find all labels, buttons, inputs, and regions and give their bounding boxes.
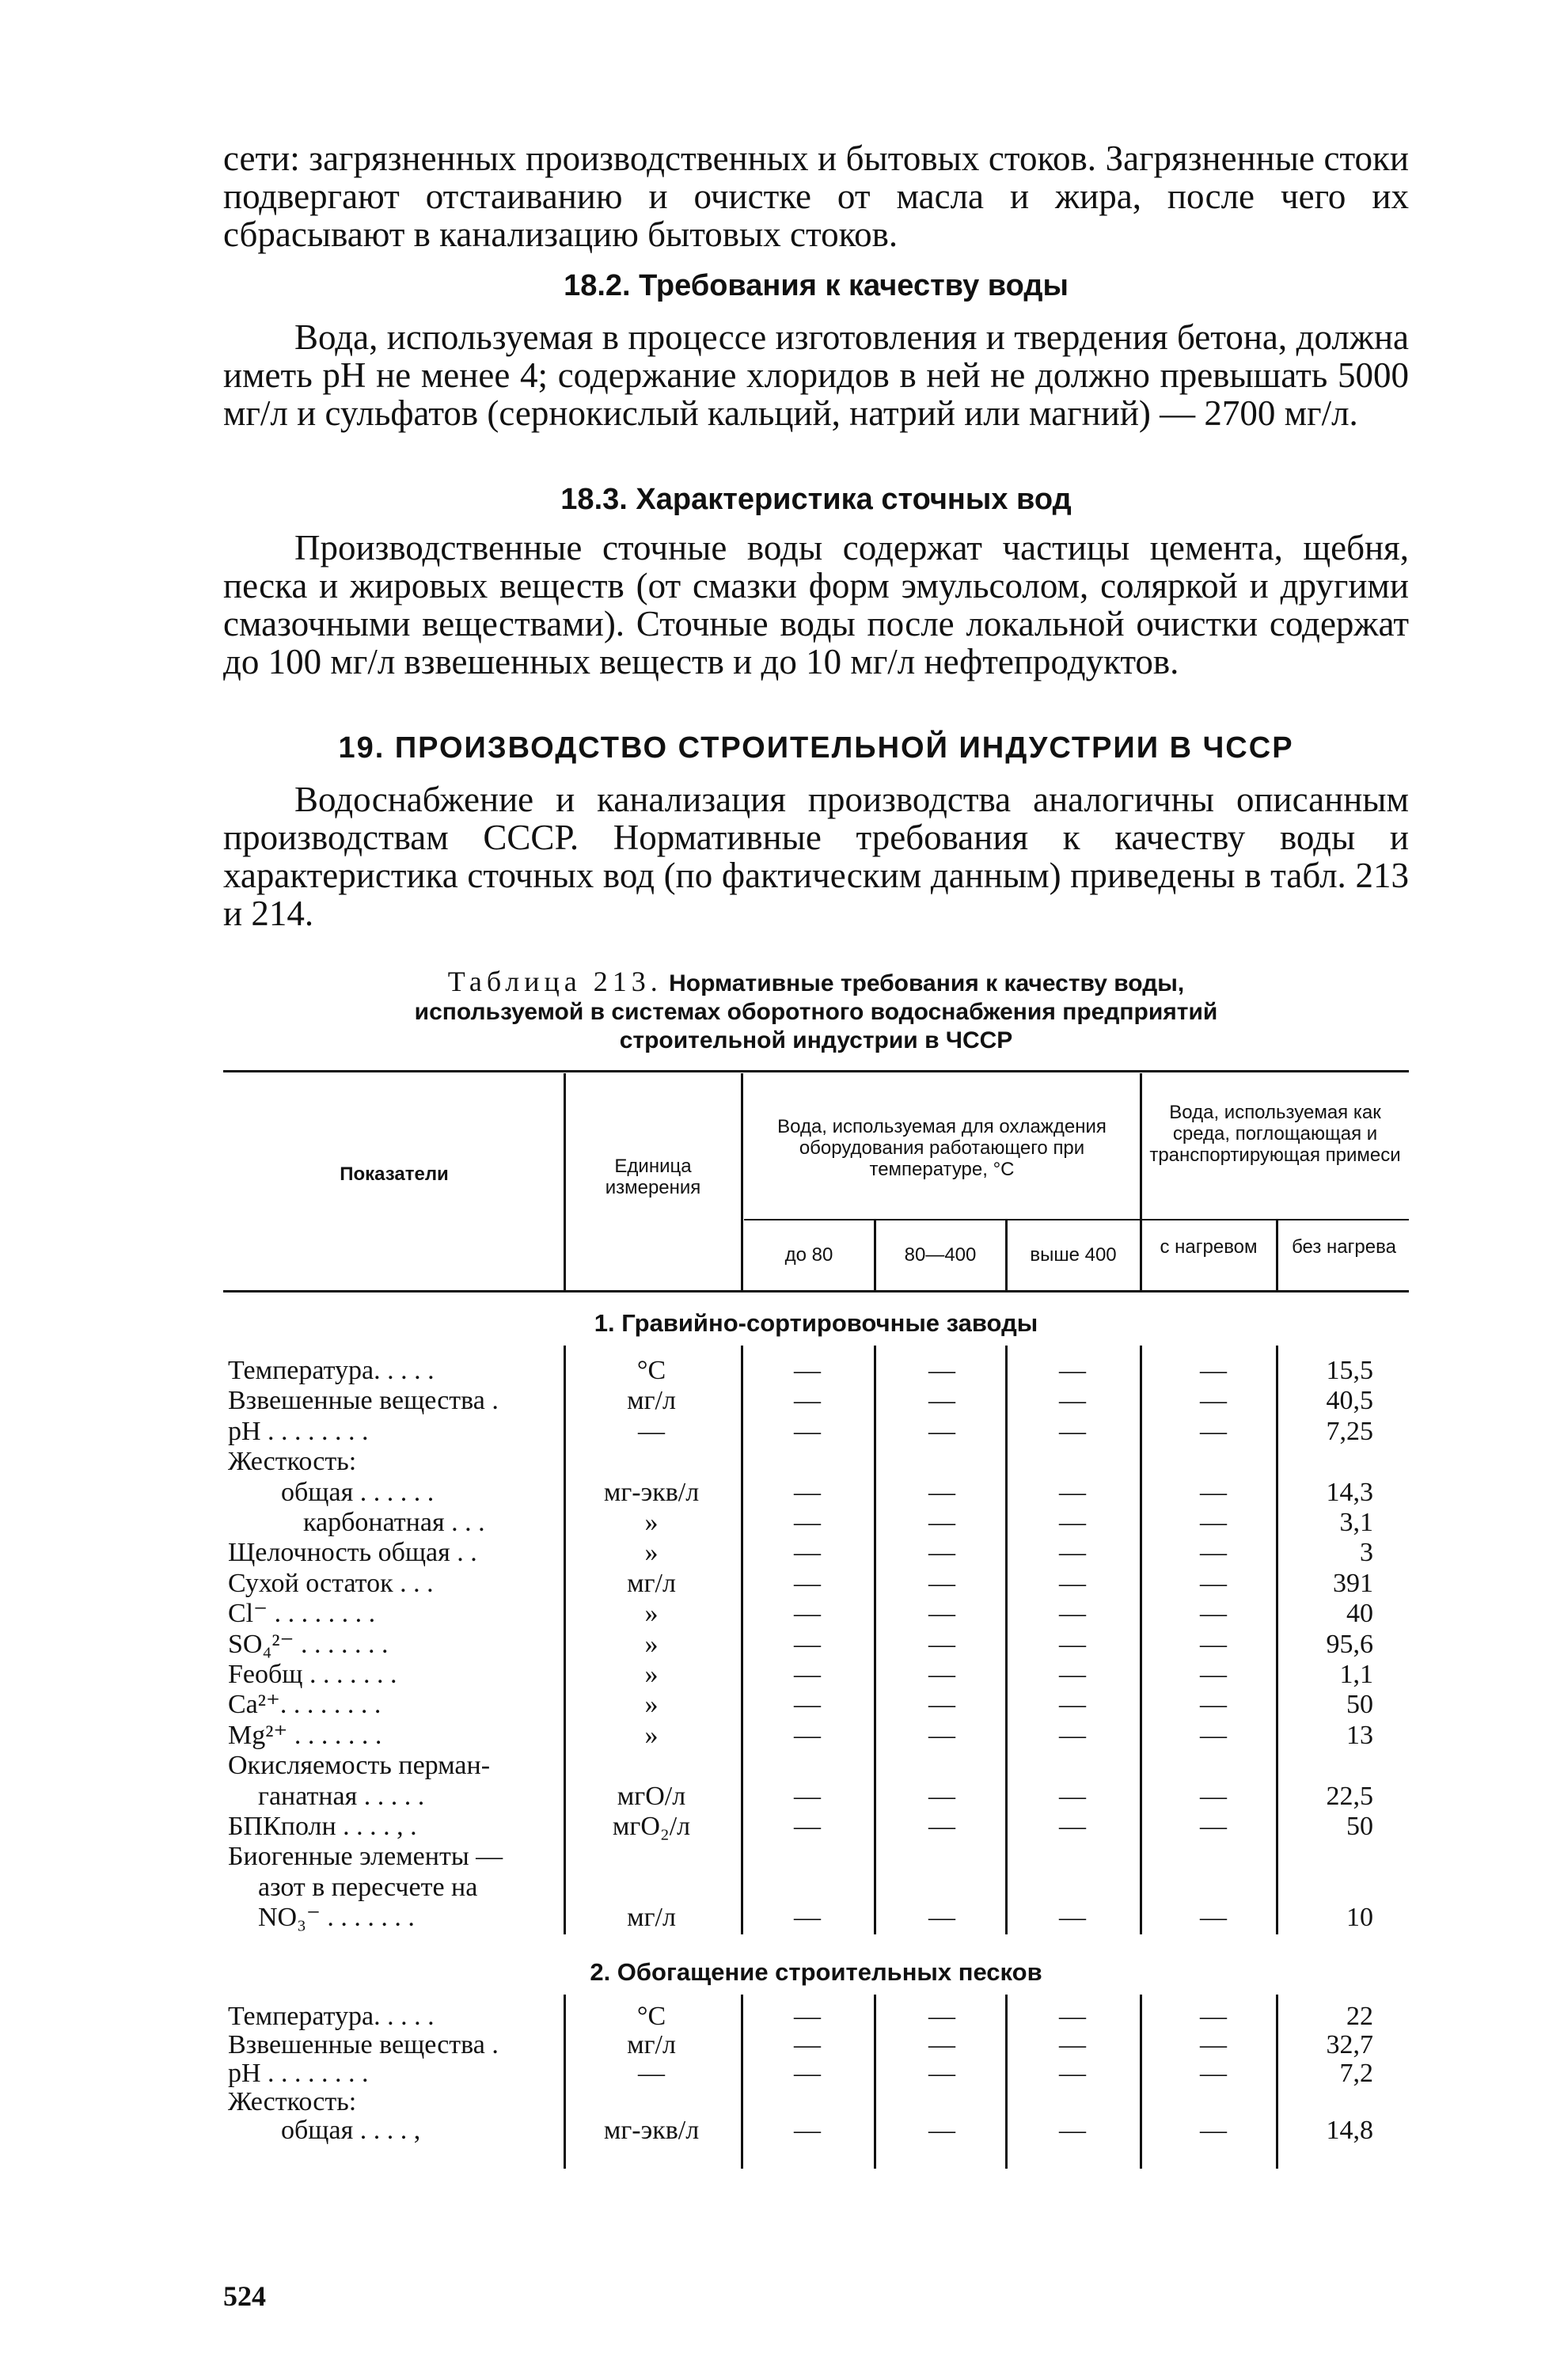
row-value-col-3: —	[1059, 1568, 1086, 1598]
table-row	[0, 1904, 1564, 1932]
row-value-col-5: 15,5	[1326, 1356, 1373, 1385]
row-value-col-2: —	[928, 1903, 955, 1933]
header-sub-unheated: без нагрева	[1292, 1236, 1396, 1258]
table-row	[0, 2059, 1564, 2088]
row-value-col-3: —	[1059, 1812, 1086, 1841]
table-row	[0, 1539, 1564, 1567]
row-value-col-2: —	[928, 1568, 955, 1598]
table-caption-line-2: используемой в системах оборотного водоснабжения предприятий	[414, 999, 1218, 1025]
row-label: Щелочность общая . .	[228, 1538, 477, 1568]
row-value-col-5: 32,7	[1326, 2030, 1373, 2059]
row-label: Биогенные элементы —	[228, 1842, 503, 1872]
table-row	[0, 2116, 1564, 2145]
row-value-col-1: —	[794, 1386, 821, 1416]
row-value-col-5: 3,1	[1339, 1508, 1373, 1537]
row-unit: мгО₂/л	[612, 1812, 691, 1841]
row-value-col-3: —	[1059, 1690, 1086, 1720]
row-value-col-5: 50	[1346, 1690, 1373, 1720]
section-2-title: 2. Обогащение строительных песков	[590, 1958, 1042, 1986]
row-value-col-2: —	[928, 1629, 955, 1659]
row-unit: мг-экв/л	[603, 1477, 700, 1507]
row-value-col-1: —	[794, 1356, 821, 1385]
row-value-col-5: 3	[1360, 1538, 1373, 1568]
row-value-col-3: —	[1059, 1599, 1086, 1629]
header-divider-2	[741, 1073, 743, 1290]
table-row	[0, 1478, 1564, 1507]
row-value-col-1: —	[794, 1508, 821, 1537]
table-row	[0, 1448, 1564, 1476]
header-divider-6	[1276, 1220, 1278, 1290]
section-18-3-text-block	[223, 529, 1409, 681]
header-sub-heated: с нагревом	[1160, 1236, 1258, 1258]
row-value-col-4: —	[1200, 2030, 1227, 2059]
row-value-col-1: —	[794, 2030, 821, 2059]
table-row	[0, 1873, 1564, 1902]
row-value-col-4: —	[1200, 1629, 1227, 1659]
row-value-col-1: —	[794, 1599, 821, 1629]
table-top-rule	[223, 1070, 1409, 1072]
row-label: Ca²⁺. . . . . . . .	[228, 1690, 382, 1720]
section-18-2-text-block	[223, 318, 1409, 432]
row-value-col-4: —	[1200, 2059, 1227, 2088]
table-caption-prefix: Таблица 213.	[447, 966, 662, 997]
row-value-col-1: —	[794, 2059, 821, 2088]
row-unit: »	[644, 1660, 659, 1689]
row-label: БПКполн . . . . , .	[228, 1812, 417, 1841]
row-unit: мг/л	[627, 1568, 676, 1598]
row-value-col-4: —	[1200, 2002, 1227, 2031]
header-sub-upto80: до 80	[784, 1244, 833, 1266]
table-row	[0, 1418, 1564, 1446]
table-row	[0, 1600, 1564, 1628]
row-value-col-5: 95,6	[1326, 1629, 1373, 1659]
row-unit: »	[644, 1508, 659, 1537]
table-caption-title-1: Нормативные требования к качеству воды,	[669, 970, 1185, 996]
row-value-col-1: —	[794, 2116, 821, 2145]
table-caption-line-3: строительной индустрии в ЧССР	[619, 1027, 1013, 1053]
row-label: карбонатная . . .	[303, 1508, 485, 1537]
table-row	[0, 1357, 1564, 1385]
row-label: SO₄²⁻ . . . . . . .	[228, 1629, 389, 1659]
row-label: Cl⁻ . . . . . . . .	[228, 1599, 376, 1629]
section-19-paragraph: Водоснабжение и канализация производства аналогичны описанным производствам СССР. Нормативные требования к качеству воды и характеристика сточных вод (по фактическим данным) приведены в табл. 213 и 214.	[223, 780, 1409, 933]
row-value-col-5: 14,3	[1326, 1477, 1373, 1507]
row-unit: »	[644, 1690, 659, 1720]
table-row	[0, 1843, 1564, 1871]
row-value-col-1: —	[794, 1538, 821, 1568]
section-18-3-paragraph: Производственные сточные воды содержат частицы цемента, щебня, песка и жировых веществ (от смазки форм эмульсолом, соляркой и другими смазочными веществами). Сточные воды после локальной очистки содержат до 100 мг/л взвешенных веществ и до 10 мг/л нефтепродуктов.	[223, 528, 1409, 681]
row-value-col-3: —	[1059, 1720, 1086, 1750]
row-value-col-2: —	[928, 1477, 955, 1507]
row-value-col-5: 14,8	[1326, 2116, 1373, 2145]
table-caption	[223, 967, 1409, 1055]
row-value-col-4: —	[1200, 1781, 1227, 1811]
table-row	[0, 1752, 1564, 1780]
row-label: Взвешенные вещества .	[228, 2030, 499, 2059]
row-unit: —	[638, 2059, 665, 2088]
header-divider-5	[1005, 1220, 1008, 1290]
row-value-col-5: 40,5	[1326, 1386, 1373, 1416]
row-value-col-1: —	[794, 1416, 821, 1446]
table-row	[0, 1721, 1564, 1750]
row-value-col-3: —	[1059, 2116, 1086, 2145]
row-value-col-5: 22	[1346, 2002, 1373, 2031]
table-row	[0, 1630, 1564, 1659]
row-label: Жесткость:	[228, 1447, 357, 1477]
row-label: Жесткость:	[228, 2087, 357, 2116]
table-row	[0, 1813, 1564, 1841]
header-bottom-rule	[223, 1290, 1409, 1292]
row-value-col-1: —	[794, 1903, 821, 1933]
row-unit: °С	[636, 1356, 666, 1385]
row-value-col-1: —	[794, 2002, 821, 2031]
table-row	[0, 1782, 1564, 1811]
row-value-col-4: —	[1200, 1416, 1227, 1446]
row-value-col-3: —	[1059, 1538, 1086, 1568]
row-unit: »	[644, 1599, 659, 1629]
row-value-col-1: —	[794, 1720, 821, 1750]
row-value-col-4: —	[1200, 1690, 1227, 1720]
header-divider-4	[874, 1220, 876, 1290]
row-label: Температура. . . . .	[228, 2002, 435, 2031]
row-value-col-3: —	[1059, 1781, 1086, 1811]
row-value-col-4: —	[1200, 1538, 1227, 1568]
table-row	[0, 2002, 1564, 2031]
table-row	[0, 1509, 1564, 1537]
row-value-col-2: —	[928, 2059, 955, 2088]
table-row	[0, 1691, 1564, 1719]
row-value-col-4: —	[1200, 1477, 1227, 1507]
table-row	[0, 2031, 1564, 2059]
row-value-col-5: 7,2	[1339, 2059, 1373, 2088]
row-label: Mg²⁺ . . . . . . .	[228, 1720, 382, 1750]
row-value-col-4: —	[1200, 1356, 1227, 1385]
row-unit: мг/л	[627, 1386, 676, 1416]
table-row	[0, 2088, 1564, 2116]
row-value-col-2: —	[928, 1356, 955, 1385]
table-row	[0, 1661, 1564, 1689]
row-value-col-4: —	[1200, 1812, 1227, 1841]
row-value-col-4: —	[1200, 1599, 1227, 1629]
section-19-text-block	[223, 780, 1409, 932]
row-value-col-3: —	[1059, 1356, 1086, 1385]
row-value-col-1: —	[794, 1477, 821, 1507]
row-value-col-1: —	[794, 1690, 821, 1720]
section-18-2-heading: 18.2. Требования к качеству воды	[564, 269, 1069, 302]
row-label: общая . . . . ,	[281, 2116, 421, 2145]
row-value-col-5: 391	[1333, 1568, 1373, 1598]
row-unit: »	[644, 1629, 659, 1659]
row-value-col-4: —	[1200, 1720, 1227, 1750]
row-value-col-4: —	[1200, 2116, 1227, 2145]
header-cooling: Вода, используемая для охлаждения оборудования работающего при температуре, °С	[777, 1116, 1107, 1180]
row-value-col-4: —	[1200, 1903, 1227, 1933]
row-unit: мг/л	[627, 2030, 676, 2059]
row-value-col-4: —	[1200, 1386, 1227, 1416]
row-value-col-3: —	[1059, 1416, 1086, 1446]
row-value-col-3: —	[1059, 2030, 1086, 2059]
row-value-col-3: —	[1059, 2002, 1086, 2031]
section-18-3-heading: 18.3. Характеристика сточных вод	[560, 483, 1072, 516]
header-indicator: Показатели	[340, 1163, 449, 1185]
row-value-col-3: —	[1059, 1508, 1086, 1537]
section-18-2-paragraph: Вода, используемая в процессе изготовления и твердения бетона, должна иметь pH не менее 4; содержание хлоридов в ней не должно превышать 5000 мг/л и сульфатов (сернокислый кальций, натрий или магний) — 2700 мг/л.	[223, 317, 1409, 433]
row-value-col-2: —	[928, 1812, 955, 1841]
row-label: ганатная . . . . .	[258, 1781, 425, 1811]
row-value-col-3: —	[1059, 1477, 1086, 1507]
row-unit: —	[638, 1416, 665, 1446]
row-value-col-2: —	[928, 1416, 955, 1446]
row-value-col-3: —	[1059, 1660, 1086, 1689]
row-unit: °С	[636, 2002, 666, 2031]
row-value-col-3: —	[1059, 2059, 1086, 2088]
row-unit: мг-экв/л	[603, 2116, 700, 2145]
header-unit: Единица измерения	[605, 1156, 701, 1198]
header-divider-3	[1140, 1073, 1142, 1290]
section-19-heading: 19. ПРОИЗВОДСТВО СТРОИТЕЛЬНОЙ ИНДУСТРИИ В ЧССР	[338, 731, 1294, 765]
row-value-col-1: —	[794, 1629, 821, 1659]
row-label: Окисляемость перман-	[228, 1751, 491, 1781]
header-sub-over400: выше 400	[1030, 1244, 1117, 1266]
row-value-col-4: —	[1200, 1508, 1227, 1537]
row-value-col-5: 50	[1346, 1812, 1373, 1841]
header-medium: Вода, используемая как среда, поглощающая и транспортирующая примеси	[1149, 1102, 1401, 1166]
row-unit: »	[644, 1538, 659, 1568]
header-sub-rule	[744, 1219, 1409, 1220]
row-unit: мгО/л	[617, 1781, 686, 1811]
row-value-col-2: —	[928, 1660, 955, 1689]
table-row	[0, 1570, 1564, 1598]
row-label: азот в пересчете на	[258, 1872, 478, 1902]
row-label: pH . . . . . . . .	[228, 2059, 369, 2088]
row-value-col-2: —	[928, 1386, 955, 1416]
row-value-col-3: —	[1059, 1386, 1086, 1416]
row-label: общая . . . . . .	[281, 1477, 435, 1507]
row-label: Температура. . . . .	[228, 1356, 435, 1385]
table-caption-line-1	[223, 967, 1409, 998]
row-unit: »	[644, 1720, 659, 1750]
row-label: Сухой остаток . . .	[228, 1568, 434, 1598]
row-value-col-2: —	[928, 1690, 955, 1720]
header-sub-80-400: 80—400	[904, 1244, 977, 1266]
row-value-col-5: 1,1	[1339, 1660, 1373, 1689]
header-divider-1	[564, 1073, 566, 1290]
row-label: pH . . . . . . . .	[228, 1416, 369, 1446]
row-value-col-4: —	[1200, 1568, 1227, 1598]
row-unit: мг/л	[627, 1903, 676, 1933]
section-1-title: 1. Гравийно-сортировочные заводы	[594, 1309, 1038, 1337]
row-value-col-2: —	[928, 1599, 955, 1629]
row-value-col-5: 13	[1346, 1720, 1373, 1750]
intro-text-block	[223, 139, 1409, 253]
row-value-col-2: —	[928, 1720, 955, 1750]
row-value-col-2: —	[928, 2002, 955, 2031]
row-value-col-3: —	[1059, 1629, 1086, 1659]
row-label: Взвешенные вещества .	[228, 1386, 499, 1416]
row-value-col-5: 40	[1346, 1599, 1373, 1629]
row-label: NO₃⁻ . . . . . . .	[258, 1903, 415, 1933]
row-label: Feобщ . . . . . . .	[228, 1660, 397, 1689]
row-value-col-5: 10	[1346, 1903, 1373, 1933]
table-row	[0, 1387, 1564, 1415]
row-value-col-1: —	[794, 1568, 821, 1598]
row-value-col-5: 7,25	[1326, 1416, 1373, 1446]
row-value-col-2: —	[928, 1538, 955, 1568]
intro-paragraph: сети: загрязненных производственных и бытовых стоков. Загрязненные стоки подвергают отстаиванию и очистке от масла и жира, после чего их сбрасывают в канализацию бытовых стоков.	[223, 139, 1409, 254]
row-value-col-2: —	[928, 2030, 955, 2059]
page-number: 524	[223, 2280, 266, 2312]
row-value-col-4: —	[1200, 1660, 1227, 1689]
row-value-col-1: —	[794, 1812, 821, 1841]
row-value-col-2: —	[928, 1508, 955, 1537]
row-value-col-2: —	[928, 2116, 955, 2145]
row-value-col-1: —	[794, 1781, 821, 1811]
row-value-col-3: —	[1059, 1903, 1086, 1933]
row-value-col-2: —	[928, 1781, 955, 1811]
row-value-col-5: 22,5	[1326, 1781, 1373, 1811]
row-value-col-1: —	[794, 1660, 821, 1689]
